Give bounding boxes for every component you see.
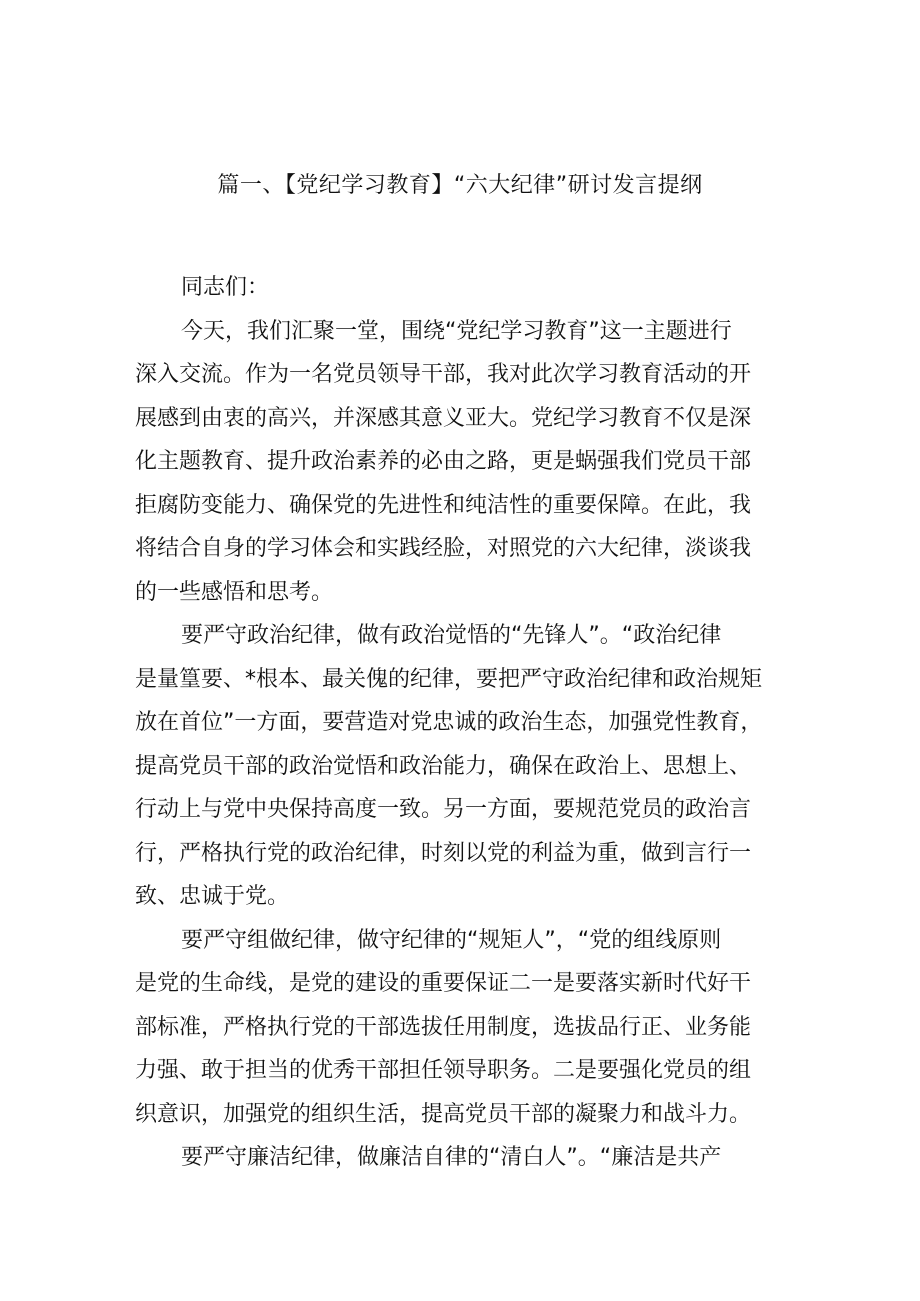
paragraph-3-line-5: 织意识，加强党的组织生活，提高党员干部的凝聚力和战斗力。 (135, 1101, 752, 1127)
paragraph-2-line-1: 要严守政治纪律，做有政治觉悟的“先锋人”。“政治纪律 (181, 623, 722, 648)
paragraph-2-line-5: 行动上与党中央保持高度一致。另一方面，要规范党员的政治言 (135, 797, 752, 822)
salutation-line: 同志们： (181, 275, 270, 300)
paragraph-3-line-3: 部标准，严格执行党的干部选拔任用制度，选拔品行正、业务能 (135, 1014, 752, 1040)
paragraph-2-line-6: 行，严格执行党的政治纪律，时刻以党的利益为重，做到言行一 (135, 840, 752, 866)
paragraph-1-line-1: 今天，我们汇聚一堂，围绕“党纪学习教育”这一主题进行 (181, 318, 732, 344)
paragraph-1-line-2: 深入交流。作为一名党员领导干部，我对此次学习教育活动的开 (135, 362, 752, 387)
document-body (135, 266, 795, 1180)
paragraph-3-line-2: 是党的生命线，是党的建设的重要保证二一是要落实新时代好干 (135, 971, 752, 996)
paragraph-1-line-4: 化主题教育、提升政治素养的必由之路，更是蜗强我们党员干部 (135, 449, 752, 474)
paragraph-1-line-5: 拒腐防变能力、确保党的先进性和纯洁性的重要保障。在此，我 (135, 492, 752, 518)
paragraph-4-line-1: 要严守廉洁纪律，做廉洁自律的“清白人”。“廉洁是共产 (181, 1145, 722, 1170)
paragraph-2-line-4: 提高党员干部的政治觉悟和政治能力，确保在政治上、思想上、 (135, 753, 752, 779)
paragraph-3-line-1: 要严守组做纪律，做守纪律的“规矩人”，“党的组线原则 (181, 927, 722, 953)
paragraph-1-line-3: 展感到由衷的高兴，并深感其意义亚大。党纪学习教育不仅是深 (135, 405, 752, 431)
paragraph-3-line-4: 力强、敢于担当的优秀干部担任领导职务。二是要强化党员的组 (135, 1058, 752, 1083)
paragraph-1-line-7: 的一些感悟和思考。 (135, 579, 334, 605)
paragraph-2-line-3: 放在首位”一方面，要营造对党忠诚的政治生态，加强党性教育， (135, 710, 763, 735)
document-title: 篇一、【党纪学习教育】“六大纪律”研讨发言提纲 (217, 173, 703, 198)
paragraph-2-line-2: 是量篁要、*根本、最关傀的纪律，要把严守政治纪律和政治规矩 (135, 666, 763, 692)
paragraph-1-line-6: 将结合自身的学习体会和实践经脸，对照党的六大纪律，淡谈我 (135, 536, 752, 561)
paragraph-2-line-7: 致、忠诚于党。 (135, 884, 290, 909)
